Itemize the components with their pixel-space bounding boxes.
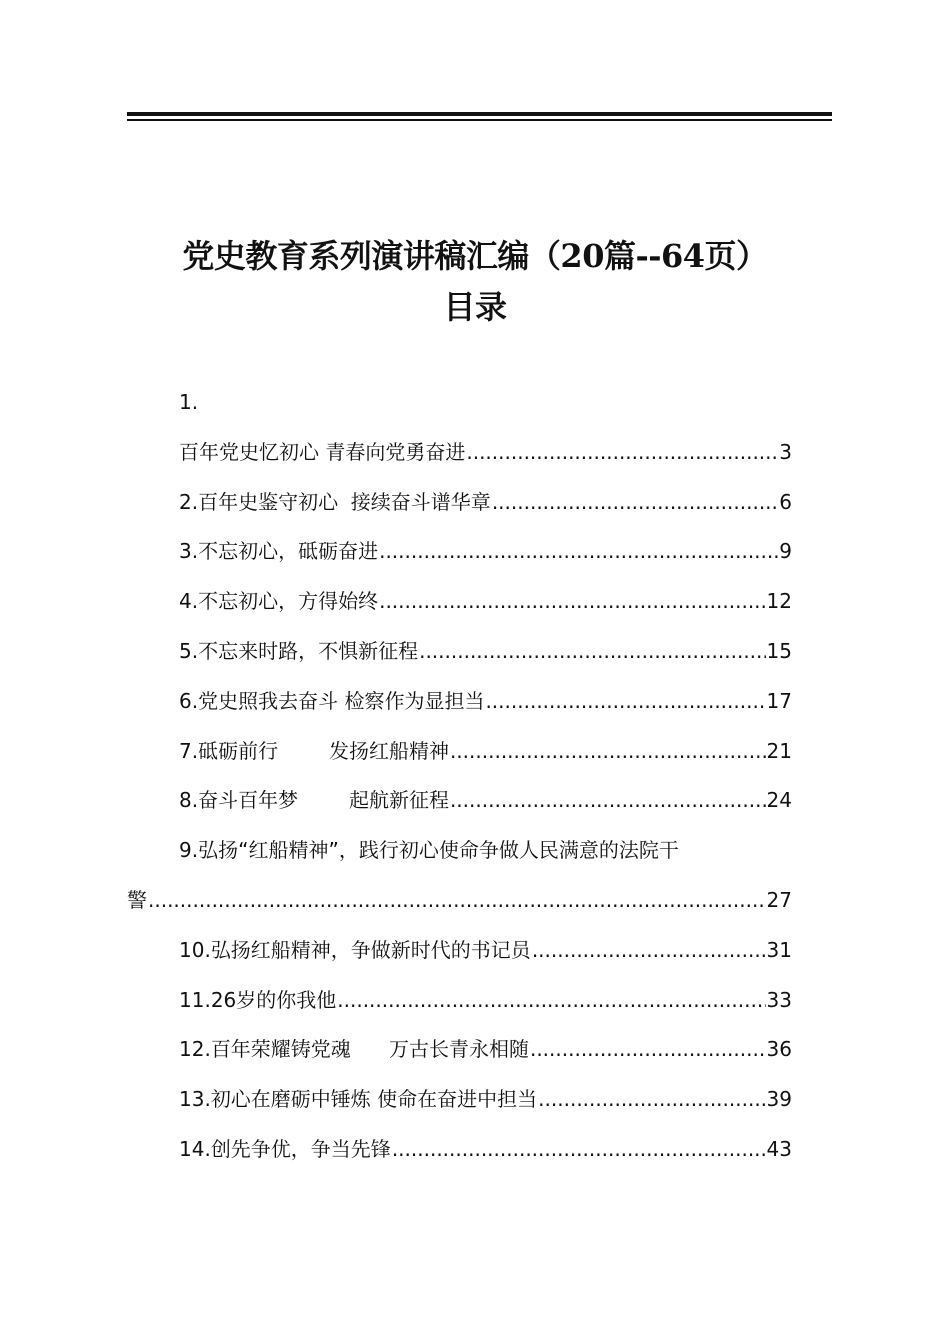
dot-leader xyxy=(450,739,766,763)
dot-leader xyxy=(538,1087,765,1111)
toc-item-title: 百年党史忆初心 青春向党勇奋进 xyxy=(179,439,466,464)
toc-item-12[interactable] xyxy=(127,1037,792,1087)
dot-leader xyxy=(148,888,766,912)
toc-item-1[interactable] xyxy=(127,440,792,490)
toc-item-title: 弘扬红船精神，争做新时代的书记员 xyxy=(210,937,531,962)
dot-leader xyxy=(492,490,778,514)
dot-leader xyxy=(379,589,765,613)
toc-item-page: 12 xyxy=(766,589,792,614)
toc-item-page: 3 xyxy=(779,439,792,464)
header-double-rule-thin xyxy=(127,119,832,121)
toc-item-6[interactable] xyxy=(127,689,792,739)
toc-item-title: 创先争优，争当先锋 xyxy=(210,1136,391,1161)
toc-item-title: 不忘初心，砥砺奋进 xyxy=(198,539,379,564)
toc-item-page: 15 xyxy=(766,638,792,663)
toc-item-5[interactable] xyxy=(127,639,792,689)
dot-leader xyxy=(530,1037,766,1061)
toc-item-13[interactable] xyxy=(127,1087,792,1137)
toc-item-4[interactable] xyxy=(127,589,792,639)
toc-item-title: 奋斗百年梦 起航新征程 xyxy=(198,788,449,813)
toc-item-title: 百年荣耀铸党魂 万古长青永相随 xyxy=(210,1037,529,1062)
toc-item-number: 12. xyxy=(179,1037,211,1062)
toc-item-number: 1. xyxy=(179,390,199,414)
toc-item-number: 4. xyxy=(179,589,199,614)
toc-item-7[interactable] xyxy=(127,739,792,789)
toc-item-3[interactable] xyxy=(127,539,792,589)
toc-item-page: 43 xyxy=(766,1136,792,1161)
toc-item-page: 17 xyxy=(766,688,792,713)
table-of-contents xyxy=(127,390,792,1187)
toc-item-title: 砥砺前行 发扬红船精神 xyxy=(198,738,449,763)
toc-item-10[interactable] xyxy=(127,938,792,988)
toc-item-page: 27 xyxy=(766,887,792,912)
dot-leader xyxy=(485,689,765,713)
toc-item-page: 39 xyxy=(766,1087,792,1112)
toc-item-2[interactable] xyxy=(127,490,792,540)
dot-leader xyxy=(419,639,765,663)
toc-item-title-continuation: 警 xyxy=(127,887,147,912)
toc-item-number: 9. xyxy=(179,838,199,863)
toc-item-11[interactable] xyxy=(127,988,792,1038)
toc-item-number: 6. xyxy=(179,688,199,713)
toc-item-title: 百年史鉴守初心 接续奋斗谱华章 xyxy=(198,489,491,514)
document-title: 党史教育系列演讲稿汇编（20篇--64页） xyxy=(182,237,768,275)
dot-leader xyxy=(392,1137,766,1161)
toc-heading: 目录 xyxy=(443,288,507,326)
dot-leader xyxy=(337,988,765,1012)
toc-item-14[interactable] xyxy=(127,1137,792,1187)
toc-item-number: 5. xyxy=(179,638,199,663)
toc-item-number: 2. xyxy=(179,489,199,514)
toc-item-page: 36 xyxy=(766,1037,792,1062)
toc-item-number: 13. xyxy=(179,1087,211,1112)
toc-item-number: 3. xyxy=(179,539,199,564)
toc-item-1-number-line[interactable] xyxy=(127,390,792,440)
dot-leader xyxy=(466,440,778,464)
toc-item-title: 初心在磨砺中锤炼 使命在奋进中担当 xyxy=(210,1087,538,1112)
toc-item-9[interactable] xyxy=(127,838,792,888)
toc-item-8[interactable] xyxy=(127,788,792,838)
toc-item-number: 8. xyxy=(179,788,199,813)
toc-item-page: 24 xyxy=(766,788,792,813)
toc-item-9-continuation[interactable] xyxy=(127,888,792,938)
dot-leader xyxy=(532,938,766,962)
toc-item-number: 10. xyxy=(179,937,211,962)
dot-leader xyxy=(450,788,766,812)
dot-leader xyxy=(379,539,778,563)
toc-item-title: 弘扬“红船精神”，践行初心使命争做人民满意的法院干 xyxy=(198,838,679,863)
toc-item-page: 31 xyxy=(766,937,792,962)
toc-item-title: 不忘来时路，不惧新征程 xyxy=(198,638,419,663)
toc-item-page: 6 xyxy=(779,489,792,514)
header-double-rule-thick xyxy=(127,112,832,116)
toc-item-page: 21 xyxy=(766,738,792,763)
toc-item-title: 党史照我去奋斗 检察作为显担当 xyxy=(198,688,485,713)
toc-item-number: 14. xyxy=(179,1136,211,1161)
toc-item-title: 不忘初心，方得始终 xyxy=(198,589,379,614)
toc-item-page: 33 xyxy=(766,987,792,1012)
toc-item-number: 11. xyxy=(179,987,211,1012)
toc-item-number: 7. xyxy=(179,738,199,763)
toc-item-page: 9 xyxy=(779,539,792,564)
toc-item-title: 26岁的你我他 xyxy=(210,987,337,1012)
